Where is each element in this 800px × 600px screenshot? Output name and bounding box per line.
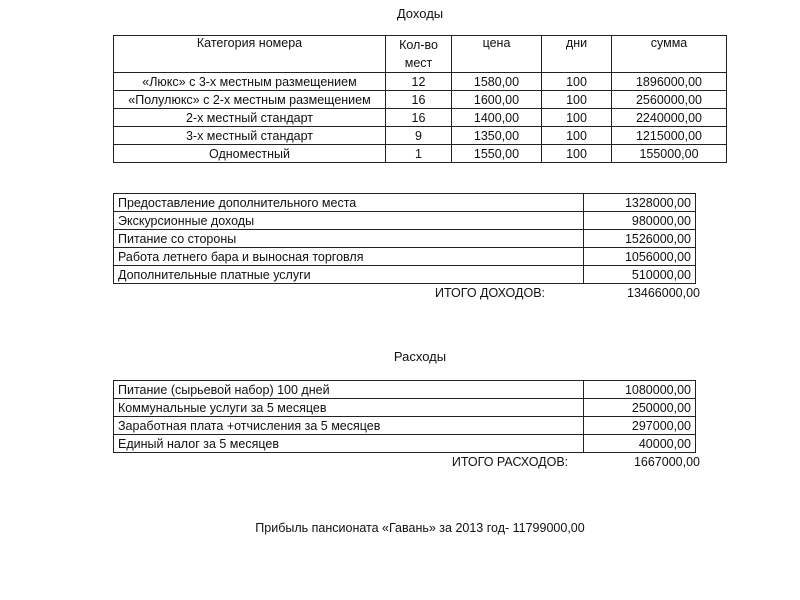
expense-item-name: Единый налог за 5 месяцев <box>114 435 584 453</box>
room-sum: 155000,00 <box>612 145 727 163</box>
table-row <box>114 194 696 212</box>
room-places: 9 <box>386 127 452 145</box>
expense-item-value: 250000,00 <box>584 399 696 417</box>
income-item-value: 1328000,00 <box>584 194 696 212</box>
table-row <box>114 381 696 399</box>
room-sum: 2560000,00 <box>612 91 727 109</box>
room-places: 16 <box>386 109 452 127</box>
header-price: цена <box>452 36 542 73</box>
room-days: 100 <box>542 109 612 127</box>
table-row <box>114 266 696 284</box>
table-row <box>114 212 696 230</box>
room-category: 2-х местный стандарт <box>114 109 386 127</box>
room-days: 100 <box>542 91 612 109</box>
header-sum: сумма <box>612 36 727 73</box>
rooms-table <box>113 35 727 163</box>
room-places: 1 <box>386 145 452 163</box>
income-item-name: Питание со стороны <box>114 230 584 248</box>
room-places: 16 <box>386 91 452 109</box>
room-price: 1600,00 <box>452 91 542 109</box>
expenses-total-label: ИТОГО РАСХОДОВ: <box>451 455 569 469</box>
income-item-name: Дополнительные платные услуги <box>114 266 584 284</box>
expense-item-name: Коммунальные услуги за 5 месяцев <box>114 399 584 417</box>
expenses-total-value: 1667000,00 <box>633 455 700 469</box>
room-price: 1580,00 <box>452 73 542 91</box>
expense-item-value: 1080000,00 <box>584 381 696 399</box>
room-days: 100 <box>542 127 612 145</box>
expense-item-name: Питание (сырьевой набор) 100 дней <box>114 381 584 399</box>
expenses-title: Расходы <box>393 349 447 364</box>
income-item-value: 1056000,00 <box>584 248 696 266</box>
table-row <box>114 230 696 248</box>
room-price: 1350,00 <box>452 127 542 145</box>
table-row <box>114 73 727 91</box>
income-item-value: 980000,00 <box>584 212 696 230</box>
header-room-category: Категория номера <box>114 36 386 73</box>
other-income-table <box>113 193 696 284</box>
table-row <box>114 435 696 453</box>
table-row <box>114 399 696 417</box>
room-category: «Полулюкс» с 2-х местным размещением <box>114 91 386 109</box>
expense-item-value: 40000,00 <box>584 435 696 453</box>
table-row <box>114 417 696 435</box>
room-days: 100 <box>542 73 612 91</box>
room-sum: 2240000,00 <box>612 109 727 127</box>
table-row <box>114 109 727 127</box>
income-item-name: Предоставление дополнительного места <box>114 194 584 212</box>
room-days: 100 <box>542 145 612 163</box>
income-title: Доходы <box>396 6 444 21</box>
income-item-value: 1526000,00 <box>584 230 696 248</box>
profit-line: Прибыль пансионата «Гавань» за 2013 год- 11799000,00 <box>255 521 585 535</box>
income-item-name: Экскурсионные доходы <box>114 212 584 230</box>
table-row <box>114 127 727 145</box>
expense-item-name: Заработная плата +отчисления за 5 месяцев <box>114 417 584 435</box>
header-places: Кол-во мест <box>386 36 452 73</box>
income-total-label: ИТОГО ДОХОДОВ: <box>434 286 546 300</box>
table-row <box>114 91 727 109</box>
rooms-table-header <box>114 36 727 73</box>
room-category: 3-х местный стандарт <box>114 127 386 145</box>
income-total-value: 13466000,00 <box>627 286 700 300</box>
table-row <box>114 145 727 163</box>
table-row <box>114 248 696 266</box>
room-category: Одноместный <box>114 145 386 163</box>
expenses-table <box>113 380 696 453</box>
header-days: дни <box>542 36 612 73</box>
room-price: 1400,00 <box>452 109 542 127</box>
room-sum: 1215000,00 <box>612 127 727 145</box>
expense-item-value: 297000,00 <box>584 417 696 435</box>
room-places: 12 <box>386 73 452 91</box>
income-item-name: Работа летнего бара и выносная торговля <box>114 248 584 266</box>
room-price: 1550,00 <box>452 145 542 163</box>
room-sum: 1896000,00 <box>612 73 727 91</box>
income-item-value: 510000,00 <box>584 266 696 284</box>
room-category: «Люкс» с 3-х местным размещением <box>114 73 386 91</box>
